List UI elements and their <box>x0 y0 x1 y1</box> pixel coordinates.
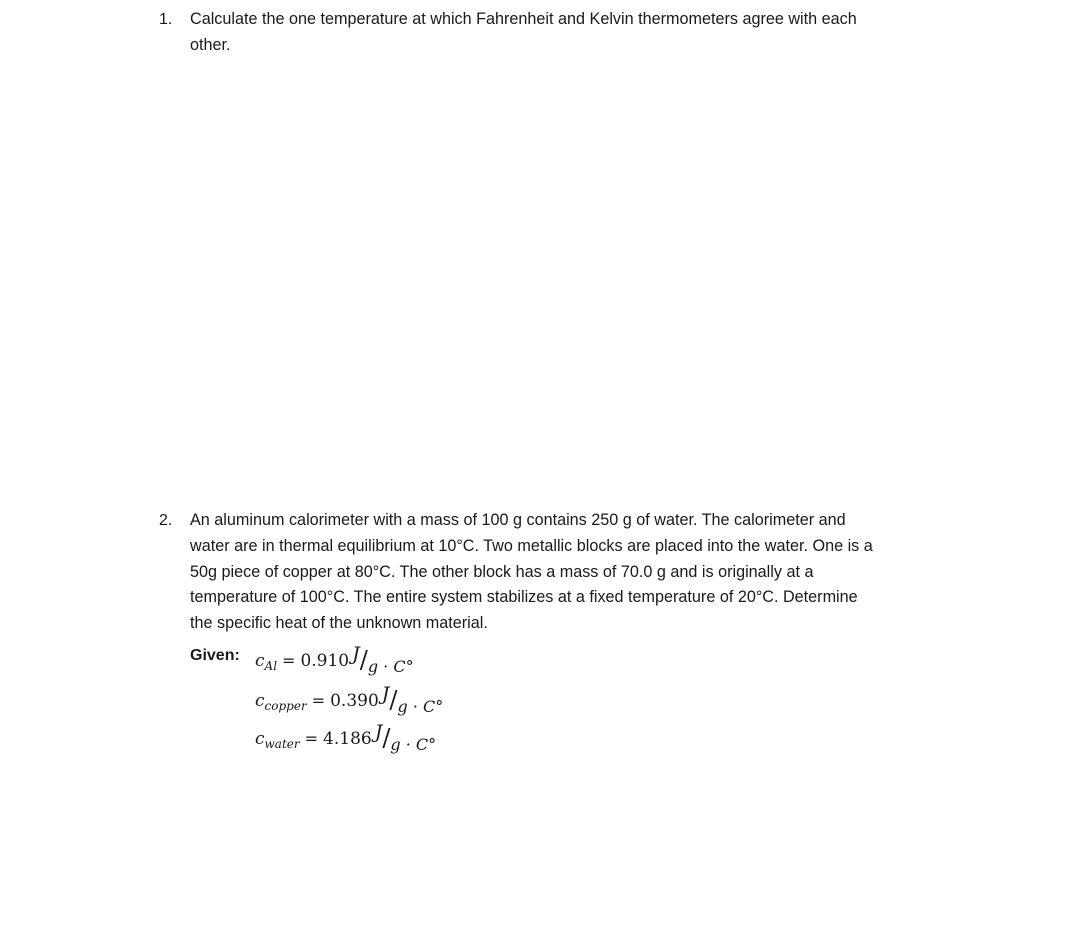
specific-heat-copper <box>255 683 444 716</box>
specific-heat-aluminum <box>255 643 414 676</box>
given-label: Given: <box>190 647 240 664</box>
formula-unit-slash: / <box>389 686 398 714</box>
question-2-number: 2. <box>159 512 173 529</box>
formula-unit-denominator: g · C° <box>397 697 444 716</box>
formula-unit-denominator: g · C° <box>367 657 414 676</box>
specific-heat-water <box>255 721 437 754</box>
formula-unit-denominator: g · C° <box>390 735 437 754</box>
formula-value: 4.186 <box>323 729 372 749</box>
formula-value: 0.390 <box>330 691 379 711</box>
formula-symbol: c <box>255 651 265 671</box>
formula-subscript: water <box>264 737 300 751</box>
formula-equals: = <box>282 651 296 670</box>
question-1-line-1: Calculate the one temperature at which Fahrenheit and Kelvin thermometers agree with each <box>190 10 857 28</box>
formula-equals: = <box>311 691 326 710</box>
formula-unit-slash: / <box>359 646 368 674</box>
formula-symbol: c <box>255 691 265 711</box>
formula-subscript: Al <box>264 659 278 673</box>
question-2-line-5: the specific heat of the unknown material. <box>190 614 488 633</box>
question-1-line-2: other. <box>190 35 231 54</box>
formula-unit-slash: / <box>382 724 391 752</box>
formula-unit-numerator: J <box>381 683 390 705</box>
formula-subscript: copper <box>264 699 307 713</box>
formula-unit-numerator: J <box>374 721 383 743</box>
question-1-text <box>190 7 965 59</box>
question-2-line-2: water are in thermal equilibrium at 10°C. Two metallic blocks are placed into the water. One is a <box>190 536 873 555</box>
formula-equals: = <box>304 729 319 748</box>
formula-unit-numerator: J <box>352 643 360 665</box>
question-2-text <box>190 508 965 637</box>
question-2-line-4: temperature of 100°C. The entire system stabilizes at a fixed temperature of 20°C. Determine <box>190 588 858 607</box>
question-1-number: 1. <box>159 11 173 28</box>
formula-symbol: c <box>255 729 265 749</box>
formula-value: 0.910 <box>300 651 350 671</box>
question-2-line-1: An aluminum calorimeter with a mass of 100 g contains 250 g of water. The calorimeter and <box>190 511 846 529</box>
question-2-line-3: 50g piece of copper at 80°C. The other block has a mass of 70.0 g and is originally at a <box>190 562 814 581</box>
